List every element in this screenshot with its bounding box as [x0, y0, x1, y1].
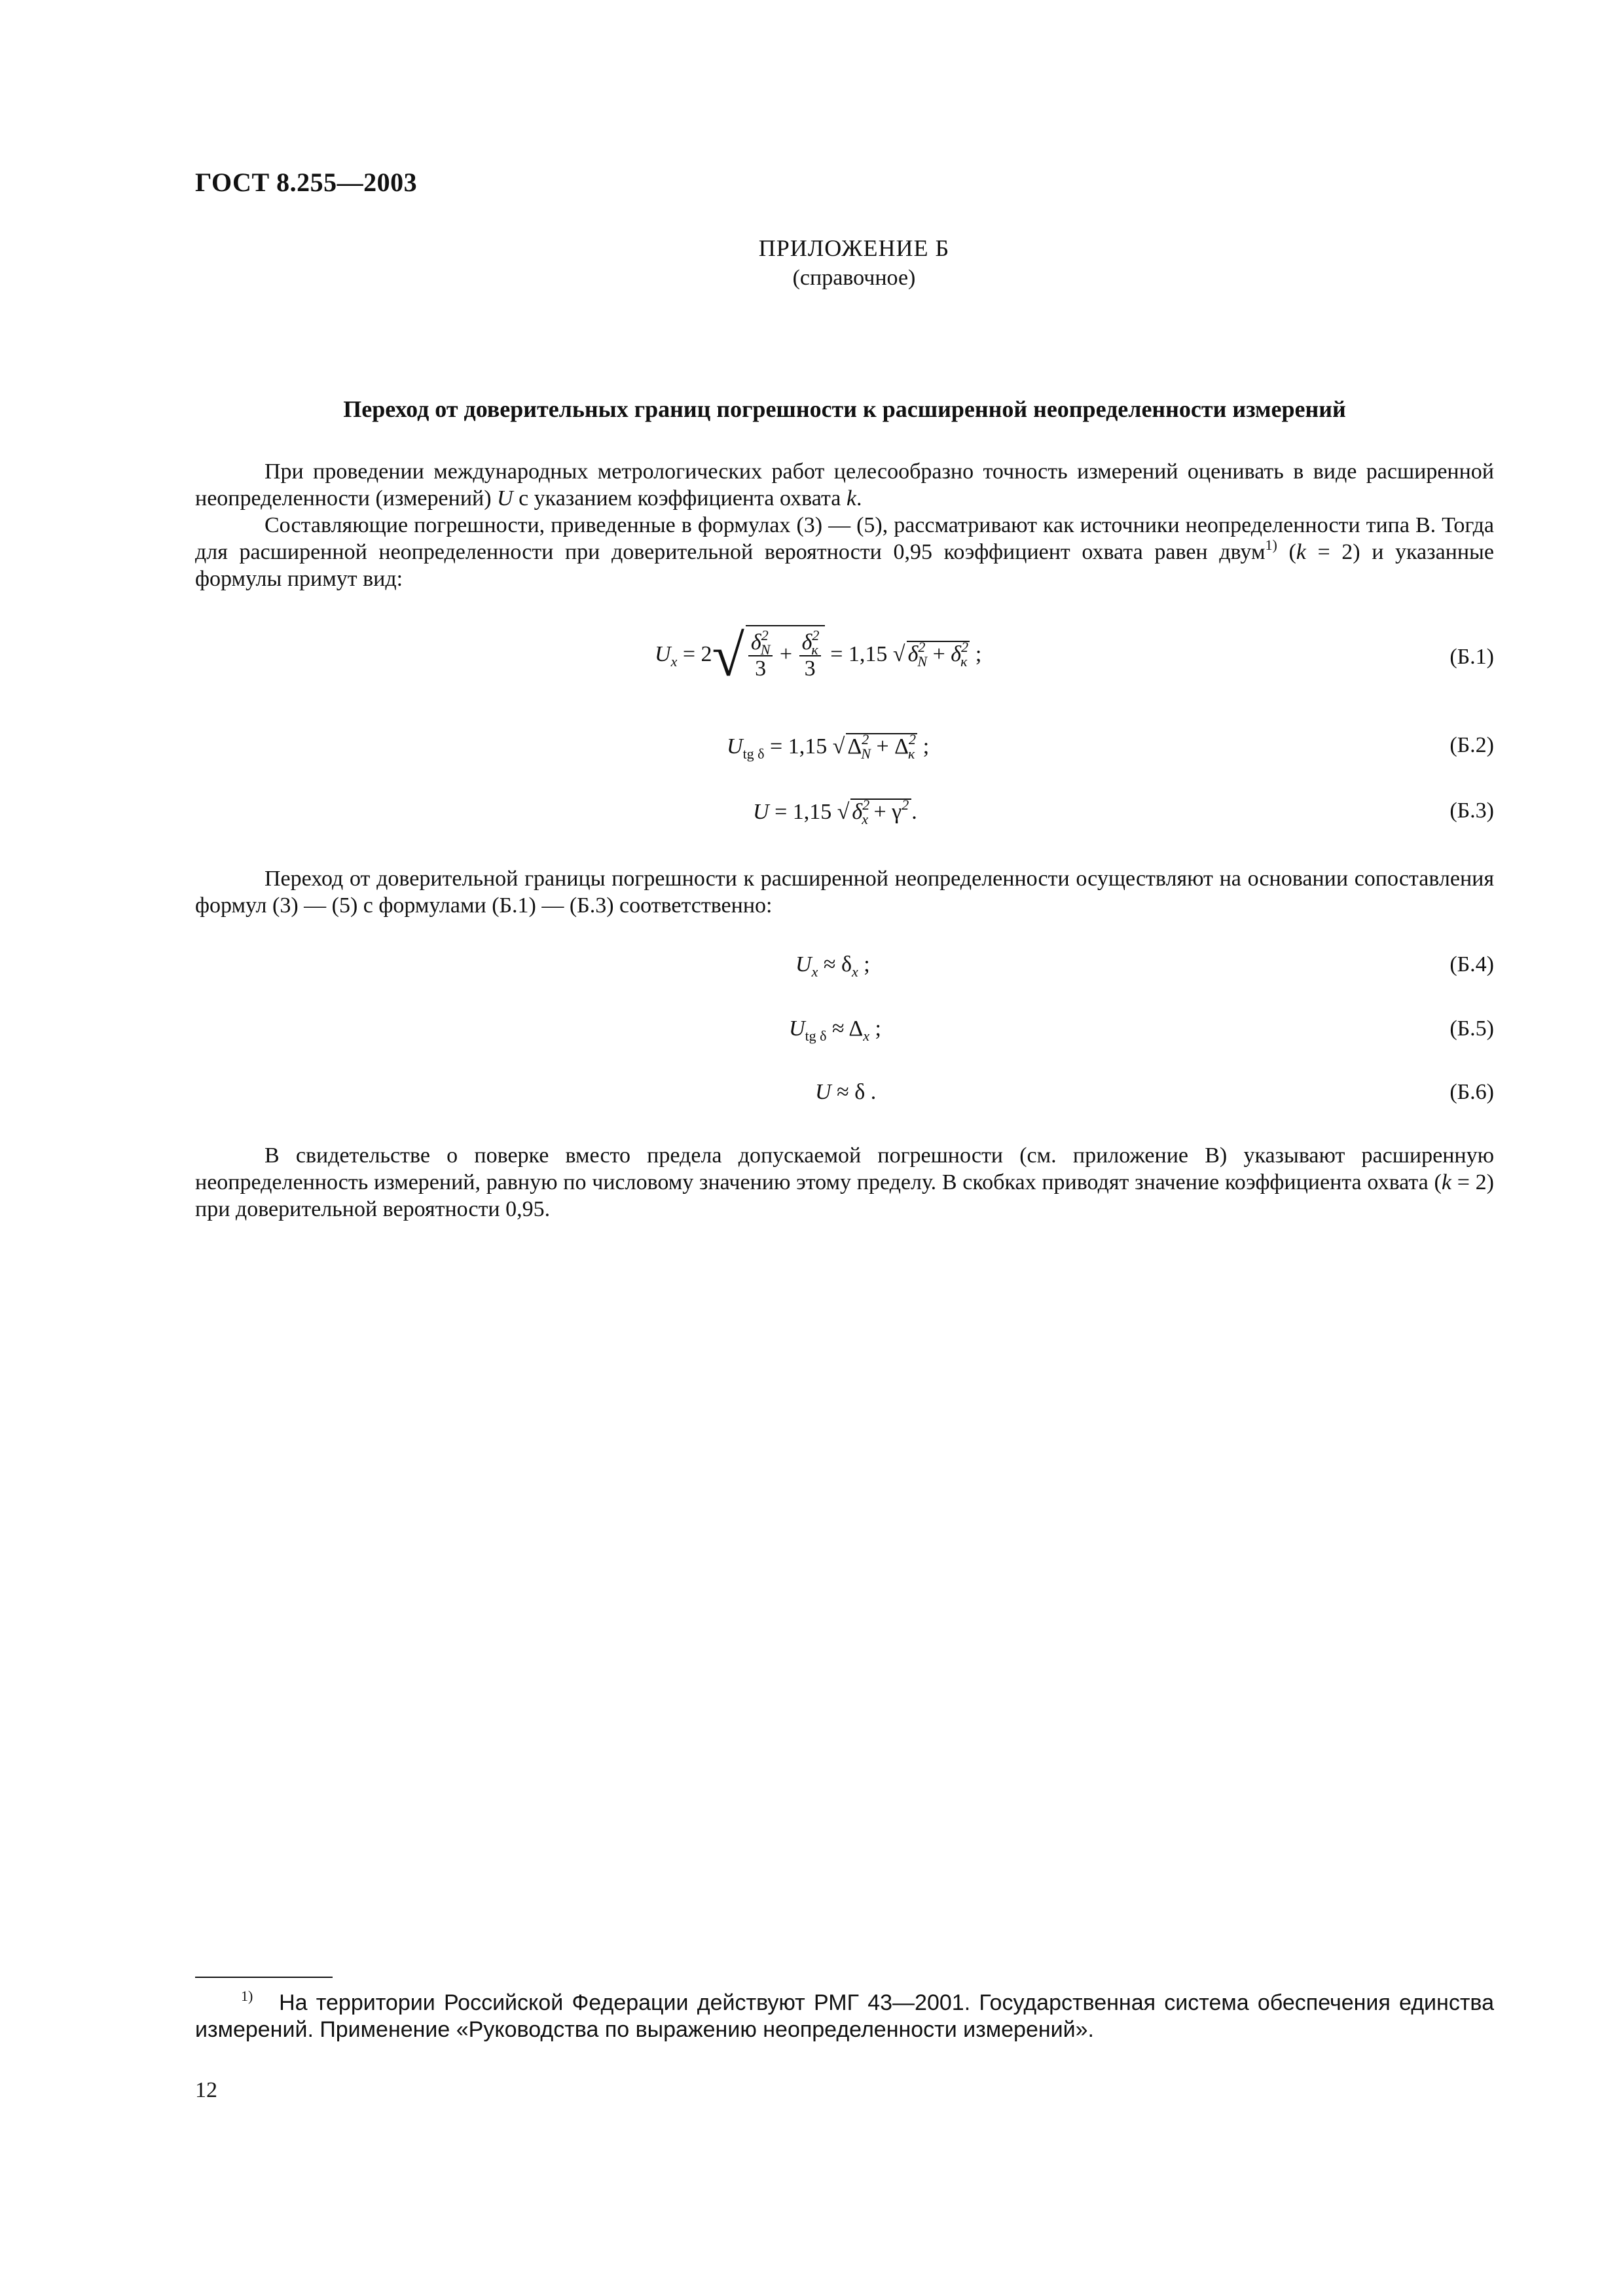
- document-id: ГОСТ 8.255—2003: [195, 168, 418, 197]
- formula-b5: $U_{tg \delta} \approx \Delta_x$ ;: [789, 1016, 881, 1044]
- equation-number-b6: (Б.6): [1450, 1080, 1494, 1104]
- paragraph-2: Составляющие погрешности, приведенные в формулах (3) — (5), рассматривают как источники неопределенности типа В. Тогда для расширенной неопределенности при доверительной вероятности 0,95 коэффициент охвата равен двум$^{1)}$ (k = 2) и указанные формулы примут вид:: [195, 513, 1494, 591]
- footnote-marker: 1): [241, 1988, 253, 2004]
- formula-b4: $U_x \approx \delta_x$ ;: [795, 952, 870, 980]
- appendix-subtitle: (справочное): [792, 266, 916, 290]
- formula-b6: U ≈ δ .: [815, 1080, 877, 1104]
- section-heading: Переход от доверительных границ погрешности к расширенной неопределенности измерений: [343, 396, 1346, 422]
- formula-b1: $U_x = 2√$ $\frac{\delta^2_N}{3}$ + $\frac{\delta^2_к}{3}$ = 1,15 √ $\delta^2_N + \delta^2_к$ ;: [655, 623, 982, 689]
- formula-b2: $U_{tg \delta} = 1,15$ √ $\Delta^2_N + \Delta^2_к$ ;: [727, 731, 930, 762]
- footnote: [195, 1990, 1494, 2043]
- paragraph-3: Переход от доверительной границы погрешности к расширенной неопределенности осуществляют на основании сопоставления формул (3) — (5) с формулами (Б.1) — (Б.3) соответственно:: [195, 867, 1494, 918]
- appendix-title: ПРИЛОЖЕНИЕ Б: [758, 235, 950, 261]
- paragraph-4: В свидетельстве о поверке вместо предела допускаемой погрешности (см. приложение В) указывают расширенную неопределенность измерений, равную по числовому значению этому пределу. В скобках приводят значение коэффициента охвата (k = 2) при доверительной вероятности 0,95.: [195, 1143, 1494, 1221]
- equation-number-b2: (Б.2): [1450, 733, 1494, 757]
- equation-number-b3: (Б.3): [1450, 798, 1494, 823]
- paragraph-1: При проведении международных метрологических работ целесообразно точность измерений оценивать в виде расширенной неопределенности (измерений) U с указанием коэффициента охвата k.: [195, 459, 1494, 511]
- footnote-rule: [195, 1977, 333, 1978]
- footnote-ref: 1): [1265, 537, 1277, 553]
- footnote-text: На территории Российской Федерации действуют РМГ 43—2001. Государственная система обеспечения единства измерений. Применение «Руководства по выражению неопределенности измерений».: [195, 1990, 1494, 2042]
- equation-number-b1: (Б.1): [1450, 645, 1494, 669]
- equation-number-b5: (Б.5): [1450, 1016, 1494, 1041]
- page-number: 12: [195, 2078, 217, 2102]
- formula-b3: U = 1,15 √ $\delta^2_x + \gamma^2$ .: [753, 797, 917, 827]
- equation-number-b4: (Б.4): [1450, 952, 1494, 977]
